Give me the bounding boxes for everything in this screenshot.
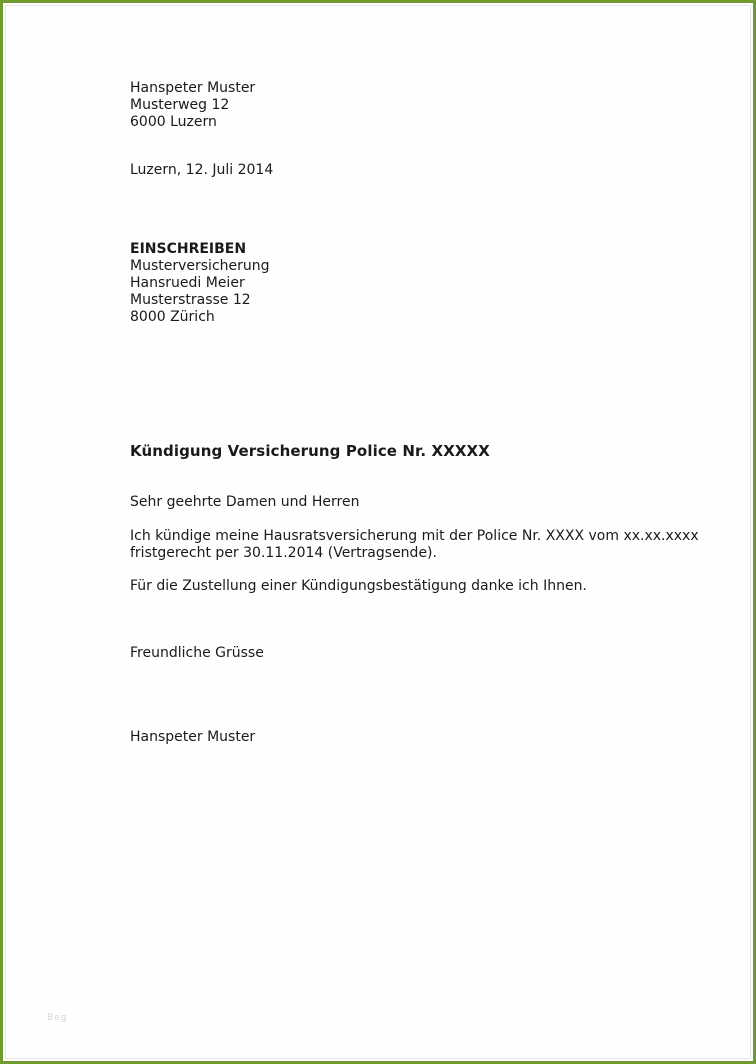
subject-text: Kündigung Versicherung Police Nr. XXXXX	[130, 442, 490, 460]
body-paragraph-1-line-1: Ich kündige meine Hausratsversicherung mit der Police Nr. XXXX vom xx.xx.xxxx	[130, 528, 699, 544]
signature-name: Hanspeter Muster	[130, 729, 256, 745]
recipient-street: Musterstrasse 12	[130, 292, 251, 308]
date-text: Luzern, 12. Juli 2014	[130, 162, 274, 178]
sender-name: Hanspeter Muster	[130, 80, 256, 96]
closing	[130, 645, 264, 662]
closing-text: Freundliche Grüsse	[130, 645, 264, 661]
body-paragraph-2	[130, 578, 587, 595]
watermark: Beg	[47, 1013, 68, 1023]
delivery-label: EINSCHREIBEN	[130, 241, 247, 257]
recipient-address	[130, 241, 270, 326]
salutation-text: Sehr geehrte Damen und Herren	[130, 494, 360, 510]
body-paragraph-1-line-2: fristgerecht per 30.11.2014 (Vertragsende).	[130, 545, 437, 561]
recipient-company: Musterversicherung	[130, 258, 270, 274]
recipient-city: 8000 Zürich	[130, 309, 215, 325]
sender-street: Musterweg 12	[130, 97, 230, 113]
date-line	[130, 162, 273, 179]
signature	[130, 729, 255, 746]
recipient-person: Hansruedi Meier	[130, 275, 245, 291]
salutation	[130, 494, 359, 511]
body-paragraph-1	[130, 528, 699, 562]
subject-line	[130, 443, 490, 460]
sender-address	[130, 80, 255, 131]
body-paragraph-2-text: Für die Zustellung einer Kündigungsbestätigung danke ich Ihnen.	[130, 578, 587, 594]
sender-city: 6000 Luzern	[130, 114, 217, 130]
